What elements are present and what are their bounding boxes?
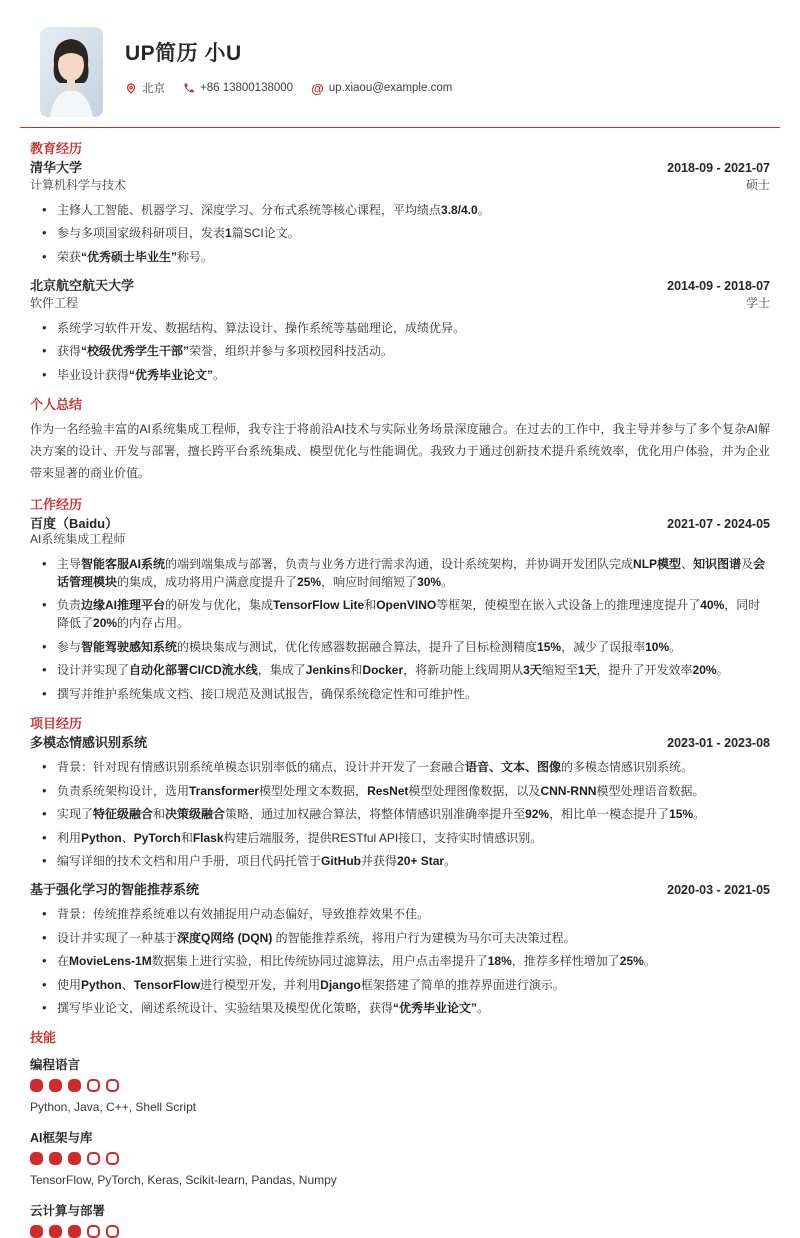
entry-title: 清华大学	[30, 159, 83, 175]
entry	[30, 278, 770, 384]
entry-head	[30, 278, 770, 294]
skill-group	[30, 1128, 770, 1187]
bullet-item: • 设计并实现了自动化部署CI/CD流水线，集成了Jenkins和Docker，将新功能上线周期从3天缩短至1天，提升了开发效率20%。	[30, 661, 770, 679]
bullet-item: • 负责系统架构设计，选用Transformer模型处理文本数据，ResNet模型处理图像数据，以及CNN-RNN模型处理语音数据。	[30, 782, 770, 800]
bullet-item: • 撰写毕业论文，阐述系统设计、实验结果及模型优化策略，获得“优秀毕业论文”。	[30, 999, 770, 1017]
skill-dot-empty	[87, 1225, 100, 1238]
entry-title: 北京航空航天大学	[30, 277, 135, 293]
entry-date: 2018-09 - 2021-07	[667, 160, 770, 175]
phone-icon	[183, 82, 195, 94]
bullet-item: • 设计并实现了一种基于深度Q网络 (DQN) 的智能推荐系统，将用户行为建模为马尔可夫决策过程。	[30, 929, 770, 947]
email-text: up.xiaou@example.com	[328, 82, 453, 94]
entry-subtitle: AI系统集成工程师	[30, 532, 126, 547]
entry-title: 百度（Baidu）	[30, 516, 119, 532]
bullet-item: • 利用Python、PyTorch和Flask构建后端服务，提供RESTful API接口，支持实时情感识别。	[30, 829, 770, 847]
section-summary	[30, 398, 770, 485]
entry-date: 2023-01 - 2023-08	[667, 735, 770, 750]
bullet-item: • 主修人工智能、机器学习、深度学习、分布式系统等核心课程，平均绩点3.8/4.0。	[30, 201, 770, 219]
skill-dot-empty	[87, 1079, 100, 1092]
bullet-item: • 在MovieLens-1M数据集上进行实验，相比传统协同过滤算法，用户点击率提升了18%，推荐多样性增加了25%。	[30, 952, 770, 970]
location-pin-icon	[125, 82, 137, 95]
entry-subrow	[30, 532, 770, 548]
contact-location	[125, 80, 165, 96]
entry-bullet-list	[30, 758, 770, 870]
entry	[30, 735, 770, 870]
entry-bullet-list	[30, 201, 770, 266]
section-title-projects: 项目经历	[30, 715, 83, 731]
section-work	[30, 498, 770, 703]
entry	[30, 516, 770, 703]
section-projects	[30, 717, 770, 1017]
skill-dot-filled	[68, 1225, 81, 1238]
location-text: 北京	[142, 83, 165, 95]
bullet-item: • 撰写并维护系统集成文档、接口规范及测试报告，确保系统稳定性和可维护性。	[30, 685, 770, 703]
bullet-item: • 实现了特征级融合和决策级融合策略，通过加权融合算法，将整体情感识别准确率提升至92%，相比单一模态提升了15%。	[30, 805, 770, 823]
entry-bullet-list	[30, 905, 770, 1017]
entry-bullet-list	[30, 555, 770, 703]
skill-items: Python, Java, C++, Shell Script	[30, 1100, 197, 1115]
entry-head	[30, 735, 770, 751]
bullet-item: • 参与智能驾驶感知系统的模块集成与测试，优化传感器数据融合算法，提升了目标检测精度15%，减少了误报率10%。	[30, 638, 770, 656]
entry-title: 多模态情感识别系统	[30, 734, 148, 750]
entry-subtitle: 计算机科学与技术	[30, 178, 127, 193]
skill-rating	[30, 1225, 770, 1238]
skill-dot-filled	[30, 1225, 43, 1238]
bullet-item: • 毕业设计获得“优秀毕业论文”。	[30, 366, 770, 384]
bullet-item: • 使用Python、TensorFlow进行模型开发，并利用Django框架搭建了简单的推荐界面进行演示。	[30, 976, 770, 994]
bullet-item: • 编写详细的技术文档和用户手册，项目代码托管于GitHub并获得20+ Star。	[30, 852, 770, 870]
entry-date: 2014-09 - 2018-07	[667, 278, 770, 293]
summary-text: 作为一名经验丰富的AI系统集成工程师，我专注于将前沿AI技术与实际业务场景深度融合。在过去的工作中，我主导并参与了多个复杂AI解决方案的设计、开发与部署，擅长跨平台系统集成、模型优化与性能调优。我致力于通过创新技术提升系统效率，优化用户体验，并为企业带来显著的商业价值。	[30, 421, 770, 480]
contact-row	[125, 80, 470, 96]
skill-dot-empty	[106, 1079, 119, 1092]
contact-phone	[183, 82, 293, 94]
skill-dot-filled	[49, 1225, 62, 1238]
section-skills	[30, 1031, 770, 1238]
entry-head	[30, 882, 770, 898]
bullet-item: • 参与多项国家级科研项目，发表1篇SCI论文。	[30, 224, 770, 242]
skill-group	[30, 1201, 770, 1238]
header-identity	[125, 27, 470, 96]
skill-rating	[30, 1152, 770, 1165]
section-title-skills: 技能	[30, 1030, 57, 1046]
skill-dot-empty	[106, 1152, 119, 1165]
skill-dot-filled	[49, 1152, 62, 1165]
resume-header	[30, 0, 770, 117]
skill-dot-empty	[106, 1225, 119, 1238]
section-title-education: 教育经历	[30, 141, 83, 156]
section-title-work: 工作经历	[30, 497, 83, 513]
entry-title: 基于强化学习的智能推荐系统	[30, 882, 200, 898]
entry-head	[30, 516, 770, 532]
entry-subtitle: 软件工程	[30, 296, 79, 311]
email-at-icon: @	[311, 80, 324, 96]
candidate-name: UP简历 小U	[125, 42, 242, 65]
skill-dot-filled	[68, 1152, 81, 1165]
phone-text: +86 13800138000	[200, 82, 294, 94]
entry-date: 2021-07 - 2024-05	[667, 517, 770, 532]
entry-subrow	[30, 176, 770, 194]
bullet-item: • 荣获“优秀硕士毕业生”称号。	[30, 248, 770, 266]
profile-photo	[40, 27, 103, 117]
header-divider	[20, 127, 780, 128]
skill-group	[30, 1055, 770, 1114]
entry-date: 2020-03 - 2021-05	[667, 883, 770, 898]
skill-dot-filled	[49, 1079, 62, 1092]
bullet-item: • 系统学习软件开发、数据结构、算法设计、操作系统等基础理论，成绩优异。	[30, 319, 770, 337]
bullet-item: • 背景：传统推荐系统难以有效捕捉用户动态偏好，导致推荐效果不佳。	[30, 905, 770, 923]
skill-name: 云计算与部署	[30, 1204, 106, 1219]
entry	[30, 160, 770, 266]
entry-bullet-list	[30, 319, 770, 384]
skill-dot-filled	[30, 1079, 43, 1092]
skill-dot-filled	[30, 1152, 43, 1165]
bullet-item: • 获得“校级优秀学生干部”荣誉，组织并参与多项校园科技活动。	[30, 342, 770, 360]
skill-rating	[30, 1079, 770, 1092]
section-education	[30, 142, 770, 384]
skill-name: AI框架与库	[30, 1131, 93, 1146]
section-title-summary: 个人总结	[30, 396, 83, 412]
skill-items: TensorFlow, PyTorch, Keras, Scikit-learn, Pandas, Numpy	[30, 1173, 337, 1188]
entry	[30, 882, 770, 1017]
entry-head	[30, 160, 770, 176]
entry-degree: 学士	[745, 296, 770, 311]
skill-dot-empty	[87, 1152, 100, 1165]
entry-degree: 硕士	[745, 178, 770, 193]
skill-dot-filled	[68, 1079, 81, 1092]
profile-photo-illustration	[40, 27, 103, 117]
bullet-item: • 主导智能客服AI系统的端到端集成与部署，负责与业务方进行需求沟通，设计系统架构，并协调开发团队完成NLP模型、知识图谱及会话管理模块的集成，成功将用户满意度提升了25%，响应时间缩短了30%。	[30, 555, 770, 591]
bullet-item: • 背景：针对现有情感识别系统单模态识别率低的痛点，设计并开发了一套融合语音、文本、图像的多模态情感识别系统。	[30, 758, 770, 776]
bullet-item: • 负责边缘AI推理平台的研发与优化，集成TensorFlow Lite和OpenVINO等框架，使模型在嵌入式设备上的推理速度提升了40%，同时降低了20%的内存占用。	[30, 596, 770, 632]
skill-name: 编程语言	[30, 1058, 81, 1073]
contact-email	[311, 82, 452, 95]
entry-subrow	[30, 294, 770, 312]
resume-sections	[30, 142, 770, 1238]
